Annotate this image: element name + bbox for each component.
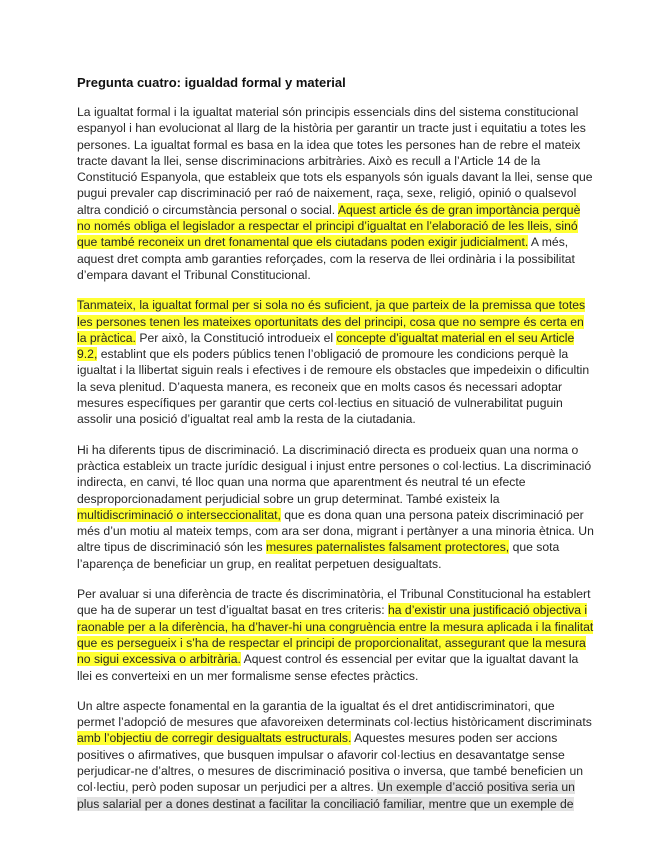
body-paragraph (77, 698, 595, 812)
paragraph-text: La igualtat formal i la igualtat material són principis essencials dins del sistema constitucional espanyol i han evolucionat al llarg de la història per garantir un tracte just i equitatiu a totes les persones. La igualtat formal es basa en la idea que totes les persones han de rebre el mateix tracte davant la llei, sense discriminacions arbitràries. Això es recull a l’Article 14 de la Constitució Espanyola, que estableix que tots els espanyols són iguals davant la llei, sense que pugui prevaler cap discriminació per raó de naixement, raça, sexe, religió, opinió o qualsevol altra condició o circumstància personal o social. (77, 105, 593, 217)
body-paragraph (77, 104, 595, 283)
highlighted-text: Tanmateix, la igualtat formal per si sola no és suficient, ja que parteix de la premissa que totes les persones tenen les mateixes oportunitats des del principi, cosa que no sempre és certa en la pràctica. (77, 298, 586, 345)
highlighted-text: multidiscriminació o interseccionalitat, (77, 507, 281, 522)
paragraph-text: Per avaluar si una diferència de tracte és discriminatòria, el Tribunal Constitucional ha establert que ha de superar un test d’igualtat basat en tres criteris: (77, 587, 591, 618)
body-paragraph (77, 442, 595, 572)
paragraph-text: Aquest control és essencial per evitar que la igualtat davant la llei es converteixi en un mer formalisme sense efectes pràctics. (77, 652, 579, 683)
paragraph-text: A més, aquest dret compta amb garanties reforçades, com la reserva de llei ordinària i la possibilitat d’empara davant el Tribunal Constitucional. (77, 235, 575, 282)
paragraph-text: Aquestes mesures poden ser accions positives o afirmatives, que busquen impulsar o afavorir col·lectius en desavantatge sense perjudicar-ne d’altres, o mesures de discriminació positiva o inversa, que també beneficien un col·lectiu, però poden suposar un perjudici per a altres. (77, 731, 584, 795)
highlighted-text: amb l’objectiu de corregir desigualtats estructurals. (77, 731, 352, 746)
grey-highlighted-text: Un exemple d’acció positiva seria un plus salarial per a dones destinat a facilitar la conciliació familiar, mentre que un exemple de (77, 780, 575, 811)
paragraph-text: establint que els poders públics tenen l’obligació de promoure les condicions perquè la igualtat i la llibertat siguin reals i efectives i de remoure els obstacles que impedeixin o dificultin la seva plenitud. D’aquesta manera, es reconeix que en molts casos és necessari adoptar mesures específiques per garantir que certs col·lectius en situació de vulnerabilitat puguin assolir una posició d’igualtat real amb la resta de la ciutadania. (77, 347, 590, 427)
highlighted-text: concepte d’igualtat material en el seu Article 9.2, (77, 330, 575, 362)
document-title: Pregunta cuatro: igualdad formal y material (77, 75, 346, 90)
body-paragraph (77, 297, 595, 427)
document-body (77, 104, 595, 812)
body-paragraph (77, 586, 595, 684)
paragraph-text: Un altre aspecte fonamental en la garantia de la igualtat és el dret antidiscriminatori, que permet l’adopció de mesures que afavoreixen determinats col·lectius històricament discriminats (77, 698, 592, 730)
paragraph-text: Hi ha diferents tipus de discriminació. La discriminació directa es produeix quan una norma o pràctica estableix un tracte jurídic desigual i injust entre persones o col·lectius. La discriminació indirecta, en canvi, té lloc quan una norma que aparentment és neutral té un efecte desproporcionadament perjudicial sobre un grup determinat. També existeix la (77, 442, 592, 506)
paragraph-text: que sota l’aparença de beneficiar un grup, en realitat perpetuen desigualtats. (77, 540, 560, 571)
paragraph-text: Per això, la Constitució introdueix el (135, 330, 337, 345)
paragraph-text: que es dona quan una persona pateix discriminació per més d’un motiu al mateix temps, com ara ser dona, migrant i pertànyer a una minoria ètnica. Un altre tipus de discriminació són les (77, 507, 594, 555)
highlighted-text: mesures paternalistes falsament protectores, (266, 540, 510, 555)
highlighted-text: ha d’existir una justificació objectiva i raonable per a la diferència, ha d’haver-hi una congruència entre la mesura aplicada i la finalitat que es persegueix i s’ha de respectar el principi de proporcionalitat, assegurant que la mesura no sigui excessiva o arbitrària. (77, 603, 594, 667)
highlighted-text: Aquest article és de gran importància perquè no només obliga el legislador a respectar el principi d’igualtat en l’elaboració de les lleis, sinó que també reconeix un dret fonamental que els ciutadans poden exigir judicialment. (77, 202, 581, 250)
